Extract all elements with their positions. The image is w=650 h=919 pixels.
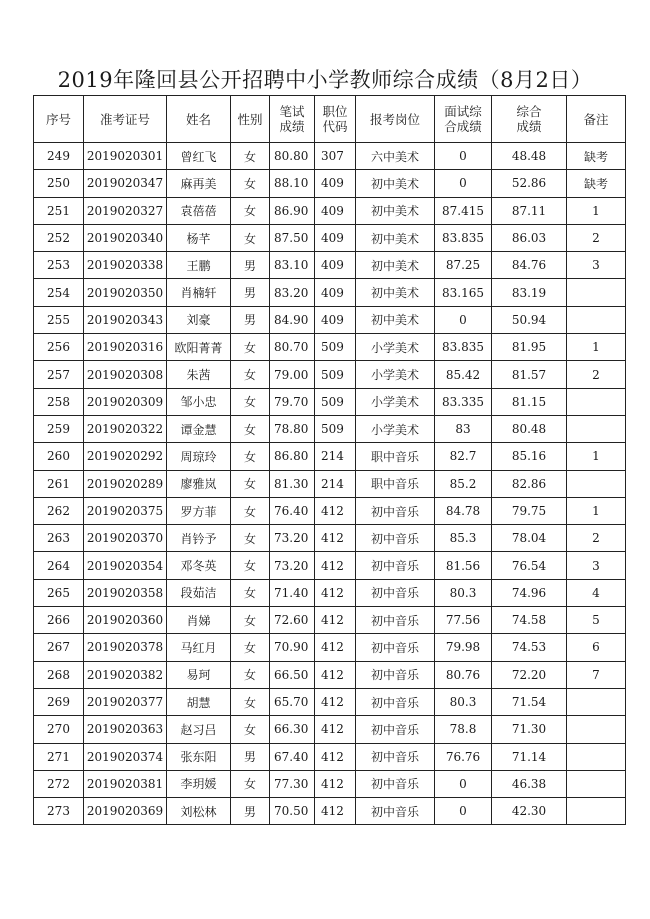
name-cell: 肖钤予 xyxy=(167,525,231,552)
gender-cell: 女 xyxy=(231,197,270,224)
table-row xyxy=(34,224,626,251)
seq-cell: 260 xyxy=(34,443,84,470)
written-score-cell: 88.10 xyxy=(270,170,315,197)
note-cell: 3 xyxy=(567,252,626,279)
gender-cell: 男 xyxy=(231,798,270,825)
interview-score-cell: 84.78 xyxy=(435,497,492,524)
gender-cell: 女 xyxy=(231,361,270,388)
position-code-cell: 412 xyxy=(315,525,356,552)
gender-cell: 女 xyxy=(231,415,270,442)
written-score-cell: 73.20 xyxy=(270,525,315,552)
exam-no-cell: 2019020381 xyxy=(84,770,167,797)
gender-cell: 女 xyxy=(231,224,270,251)
table-row xyxy=(34,661,626,688)
note-cell: 2 xyxy=(567,224,626,251)
gender-cell: 女 xyxy=(231,170,270,197)
position-cell: 初中音乐 xyxy=(356,579,435,606)
interview-score-cell: 0 xyxy=(435,143,492,170)
written-score-cell: 86.80 xyxy=(270,443,315,470)
header-interview-score: 面试综 合成绩 xyxy=(435,96,492,143)
table-row xyxy=(34,716,626,743)
interview-score-cell: 87.25 xyxy=(435,252,492,279)
note-cell: 2 xyxy=(567,361,626,388)
header-note: 备注 xyxy=(567,96,626,143)
position-cell: 初中音乐 xyxy=(356,552,435,579)
seq-cell: 267 xyxy=(34,634,84,661)
written-score-cell: 71.40 xyxy=(270,579,315,606)
exam-no-cell: 2019020289 xyxy=(84,470,167,497)
written-score-cell: 67.40 xyxy=(270,743,315,770)
gender-cell: 女 xyxy=(231,661,270,688)
interview-score-cell: 0 xyxy=(435,170,492,197)
interview-score-cell: 78.8 xyxy=(435,716,492,743)
total-score-cell: 46.38 xyxy=(492,770,567,797)
exam-no-cell: 2019020369 xyxy=(84,798,167,825)
position-cell: 初中音乐 xyxy=(356,634,435,661)
total-score-cell: 82.86 xyxy=(492,470,567,497)
name-cell: 王鹏 xyxy=(167,252,231,279)
position-cell: 初中美术 xyxy=(356,306,435,333)
header-seq: 序号 xyxy=(34,96,84,143)
table-row xyxy=(34,743,626,770)
note-cell xyxy=(567,688,626,715)
interview-score-cell: 81.56 xyxy=(435,552,492,579)
position-cell: 初中美术 xyxy=(356,197,435,224)
position-code-cell: 412 xyxy=(315,497,356,524)
interview-score-cell: 83.835 xyxy=(435,224,492,251)
position-code-cell: 509 xyxy=(315,334,356,361)
gender-cell: 女 xyxy=(231,497,270,524)
exam-no-cell: 2019020360 xyxy=(84,607,167,634)
total-score-cell: 87.11 xyxy=(492,197,567,224)
note-cell: 缺考 xyxy=(567,143,626,170)
position-code-cell: 409 xyxy=(315,252,356,279)
seq-cell: 272 xyxy=(34,770,84,797)
position-code-cell: 412 xyxy=(315,634,356,661)
interview-score-cell: 83.165 xyxy=(435,279,492,306)
position-code-cell: 412 xyxy=(315,661,356,688)
total-score-cell: 83.19 xyxy=(492,279,567,306)
scores-table xyxy=(33,95,626,825)
name-cell: 易珂 xyxy=(167,661,231,688)
interview-score-cell: 80.3 xyxy=(435,579,492,606)
note-cell: 1 xyxy=(567,334,626,361)
position-cell: 职中音乐 xyxy=(356,443,435,470)
name-cell: 罗方菲 xyxy=(167,497,231,524)
seq-cell: 271 xyxy=(34,743,84,770)
header-exam-no: 准考证号 xyxy=(84,96,167,143)
interview-score-cell: 87.415 xyxy=(435,197,492,224)
seq-cell: 250 xyxy=(34,170,84,197)
total-score-cell: 81.95 xyxy=(492,334,567,361)
position-cell: 初中美术 xyxy=(356,224,435,251)
total-score-cell: 85.16 xyxy=(492,443,567,470)
table-row xyxy=(34,688,626,715)
seq-cell: 263 xyxy=(34,525,84,552)
written-score-cell: 80.80 xyxy=(270,143,315,170)
position-cell: 初中美术 xyxy=(356,252,435,279)
exam-no-cell: 2019020370 xyxy=(84,525,167,552)
position-cell: 六中美术 xyxy=(356,143,435,170)
note-cell: 缺考 xyxy=(567,170,626,197)
position-code-cell: 412 xyxy=(315,579,356,606)
note-cell: 7 xyxy=(567,661,626,688)
written-score-cell: 70.50 xyxy=(270,798,315,825)
position-code-cell: 214 xyxy=(315,470,356,497)
table-row xyxy=(34,388,626,415)
position-code-cell: 409 xyxy=(315,197,356,224)
total-score-cell: 72.20 xyxy=(492,661,567,688)
written-score-cell: 65.70 xyxy=(270,688,315,715)
seq-cell: 265 xyxy=(34,579,84,606)
seq-cell: 252 xyxy=(34,224,84,251)
position-code-cell: 409 xyxy=(315,279,356,306)
gender-cell: 女 xyxy=(231,525,270,552)
position-code-cell: 509 xyxy=(315,361,356,388)
exam-no-cell: 2019020301 xyxy=(84,143,167,170)
note-cell xyxy=(567,716,626,743)
position-code-cell: 509 xyxy=(315,415,356,442)
position-cell: 初中音乐 xyxy=(356,798,435,825)
position-code-cell: 412 xyxy=(315,607,356,634)
seq-cell: 258 xyxy=(34,388,84,415)
exam-no-cell: 2019020308 xyxy=(84,361,167,388)
position-cell: 初中音乐 xyxy=(356,716,435,743)
written-score-cell: 87.50 xyxy=(270,224,315,251)
seq-cell: 273 xyxy=(34,798,84,825)
written-score-cell: 80.70 xyxy=(270,334,315,361)
table-row xyxy=(34,770,626,797)
interview-score-cell: 85.2 xyxy=(435,470,492,497)
table-row xyxy=(34,443,626,470)
position-code-cell: 409 xyxy=(315,224,356,251)
total-score-cell: 78.04 xyxy=(492,525,567,552)
total-score-cell: 81.15 xyxy=(492,388,567,415)
header-position: 报考岗位 xyxy=(356,96,435,143)
exam-no-cell: 2019020374 xyxy=(84,743,167,770)
exam-no-cell: 2019020292 xyxy=(84,443,167,470)
written-score-cell: 79.00 xyxy=(270,361,315,388)
position-code-cell: 412 xyxy=(315,743,356,770)
note-cell xyxy=(567,743,626,770)
name-cell: 邹小忠 xyxy=(167,388,231,415)
total-score-cell: 71.30 xyxy=(492,716,567,743)
position-cell: 小学美术 xyxy=(356,415,435,442)
name-cell: 袁蓓蓓 xyxy=(167,197,231,224)
exam-no-cell: 2019020378 xyxy=(84,634,167,661)
position-cell: 初中音乐 xyxy=(356,770,435,797)
exam-no-cell: 2019020338 xyxy=(84,252,167,279)
position-cell: 初中音乐 xyxy=(356,525,435,552)
gender-cell: 女 xyxy=(231,634,270,661)
seq-cell: 269 xyxy=(34,688,84,715)
position-cell: 初中美术 xyxy=(356,279,435,306)
name-cell: 马红月 xyxy=(167,634,231,661)
total-score-cell: 74.58 xyxy=(492,607,567,634)
gender-cell: 女 xyxy=(231,388,270,415)
interview-score-cell: 80.3 xyxy=(435,688,492,715)
total-score-cell: 52.86 xyxy=(492,170,567,197)
exam-no-cell: 2019020358 xyxy=(84,579,167,606)
name-cell: 赵习吕 xyxy=(167,716,231,743)
name-cell: 周琼玲 xyxy=(167,443,231,470)
written-score-cell: 81.30 xyxy=(270,470,315,497)
position-cell: 初中音乐 xyxy=(356,497,435,524)
gender-cell: 女 xyxy=(231,688,270,715)
written-score-cell: 84.90 xyxy=(270,306,315,333)
gender-cell: 女 xyxy=(231,770,270,797)
position-cell: 职中音乐 xyxy=(356,470,435,497)
header-position-code: 职位 代码 xyxy=(315,96,356,143)
position-cell: 小学美术 xyxy=(356,388,435,415)
total-score-cell: 71.14 xyxy=(492,743,567,770)
name-cell: 李玥媛 xyxy=(167,770,231,797)
note-cell: 4 xyxy=(567,579,626,606)
note-cell xyxy=(567,470,626,497)
name-cell: 段茹洁 xyxy=(167,579,231,606)
written-score-cell: 73.20 xyxy=(270,552,315,579)
interview-score-cell: 0 xyxy=(435,770,492,797)
position-cell: 初中音乐 xyxy=(356,661,435,688)
written-score-cell: 76.40 xyxy=(270,497,315,524)
exam-no-cell: 2019020343 xyxy=(84,306,167,333)
seq-cell: 254 xyxy=(34,279,84,306)
seq-cell: 261 xyxy=(34,470,84,497)
written-score-cell: 77.30 xyxy=(270,770,315,797)
gender-cell: 女 xyxy=(231,143,270,170)
header-written-score: 笔试 成绩 xyxy=(270,96,315,143)
interview-score-cell: 0 xyxy=(435,306,492,333)
name-cell: 胡慧 xyxy=(167,688,231,715)
header-name: 姓名 xyxy=(167,96,231,143)
note-cell: 6 xyxy=(567,634,626,661)
seq-cell: 270 xyxy=(34,716,84,743)
gender-cell: 男 xyxy=(231,743,270,770)
exam-no-cell: 2019020322 xyxy=(84,415,167,442)
table-row xyxy=(34,552,626,579)
written-score-cell: 78.80 xyxy=(270,415,315,442)
gender-cell: 男 xyxy=(231,279,270,306)
written-score-cell: 72.60 xyxy=(270,607,315,634)
position-cell: 初中音乐 xyxy=(356,743,435,770)
interview-score-cell: 83.835 xyxy=(435,334,492,361)
total-score-cell: 50.94 xyxy=(492,306,567,333)
header-row xyxy=(34,96,626,143)
seq-cell: 257 xyxy=(34,361,84,388)
total-score-cell: 80.48 xyxy=(492,415,567,442)
seq-cell: 255 xyxy=(34,306,84,333)
note-cell xyxy=(567,388,626,415)
exam-no-cell: 2019020350 xyxy=(84,279,167,306)
table-row xyxy=(34,525,626,552)
position-code-cell: 412 xyxy=(315,552,356,579)
name-cell: 欧阳菁菁 xyxy=(167,334,231,361)
seq-cell: 253 xyxy=(34,252,84,279)
total-score-cell: 71.54 xyxy=(492,688,567,715)
table-row xyxy=(34,607,626,634)
position-code-cell: 214 xyxy=(315,443,356,470)
interview-score-cell: 83.335 xyxy=(435,388,492,415)
note-cell: 1 xyxy=(567,497,626,524)
position-cell: 小学美术 xyxy=(356,361,435,388)
table-row xyxy=(34,579,626,606)
written-score-cell: 79.70 xyxy=(270,388,315,415)
position-code-cell: 412 xyxy=(315,688,356,715)
name-cell: 刘豪 xyxy=(167,306,231,333)
interview-score-cell: 79.98 xyxy=(435,634,492,661)
exam-no-cell: 2019020377 xyxy=(84,688,167,715)
note-cell xyxy=(567,415,626,442)
gender-cell: 女 xyxy=(231,334,270,361)
note-cell xyxy=(567,770,626,797)
table-row xyxy=(34,634,626,661)
total-score-cell: 81.57 xyxy=(492,361,567,388)
table-row xyxy=(34,306,626,333)
total-score-cell: 86.03 xyxy=(492,224,567,251)
table-body xyxy=(34,143,626,825)
exam-no-cell: 2019020375 xyxy=(84,497,167,524)
table-row xyxy=(34,497,626,524)
written-score-cell: 66.30 xyxy=(270,716,315,743)
interview-score-cell: 0 xyxy=(435,798,492,825)
table-row xyxy=(34,279,626,306)
note-cell: 1 xyxy=(567,197,626,224)
interview-score-cell: 80.76 xyxy=(435,661,492,688)
interview-score-cell: 83 xyxy=(435,415,492,442)
interview-score-cell: 77.56 xyxy=(435,607,492,634)
position-cell: 初中音乐 xyxy=(356,607,435,634)
seq-cell: 259 xyxy=(34,415,84,442)
table-row xyxy=(34,798,626,825)
name-cell: 朱茜 xyxy=(167,361,231,388)
name-cell: 谭金慧 xyxy=(167,415,231,442)
exam-no-cell: 2019020340 xyxy=(84,224,167,251)
table-row xyxy=(34,197,626,224)
gender-cell: 女 xyxy=(231,607,270,634)
position-cell: 初中音乐 xyxy=(356,688,435,715)
gender-cell: 女 xyxy=(231,470,270,497)
name-cell: 肖楠轩 xyxy=(167,279,231,306)
gender-cell: 女 xyxy=(231,443,270,470)
name-cell: 杨芊 xyxy=(167,224,231,251)
name-cell: 刘松林 xyxy=(167,798,231,825)
note-cell: 1 xyxy=(567,443,626,470)
seq-cell: 264 xyxy=(34,552,84,579)
note-cell xyxy=(567,306,626,333)
position-code-cell: 509 xyxy=(315,388,356,415)
total-score-cell: 76.54 xyxy=(492,552,567,579)
table-row xyxy=(34,143,626,170)
seq-cell: 251 xyxy=(34,197,84,224)
exam-no-cell: 2019020316 xyxy=(84,334,167,361)
interview-score-cell: 85.3 xyxy=(435,525,492,552)
total-score-cell: 48.48 xyxy=(492,143,567,170)
total-score-cell: 74.53 xyxy=(492,634,567,661)
gender-cell: 男 xyxy=(231,306,270,333)
header-gender: 性别 xyxy=(231,96,270,143)
gender-cell: 男 xyxy=(231,252,270,279)
position-code-cell: 307 xyxy=(315,143,356,170)
exam-no-cell: 2019020327 xyxy=(84,197,167,224)
exam-no-cell: 2019020363 xyxy=(84,716,167,743)
written-score-cell: 86.90 xyxy=(270,197,315,224)
interview-score-cell: 85.42 xyxy=(435,361,492,388)
interview-score-cell: 82.7 xyxy=(435,443,492,470)
position-cell: 小学美术 xyxy=(356,334,435,361)
table-row xyxy=(34,252,626,279)
position-cell: 初中美术 xyxy=(356,170,435,197)
position-code-cell: 412 xyxy=(315,770,356,797)
seq-cell: 262 xyxy=(34,497,84,524)
written-score-cell: 83.20 xyxy=(270,279,315,306)
exam-no-cell: 2019020354 xyxy=(84,552,167,579)
exam-no-cell: 2019020347 xyxy=(84,170,167,197)
note-cell: 5 xyxy=(567,607,626,634)
note-cell: 3 xyxy=(567,552,626,579)
exam-no-cell: 2019020309 xyxy=(84,388,167,415)
written-score-cell: 70.90 xyxy=(270,634,315,661)
header-total-score: 综合 成绩 xyxy=(492,96,567,143)
table-row xyxy=(34,470,626,497)
position-code-cell: 409 xyxy=(315,306,356,333)
gender-cell: 女 xyxy=(231,716,270,743)
table-row xyxy=(34,415,626,442)
name-cell: 麻再美 xyxy=(167,170,231,197)
gender-cell: 女 xyxy=(231,552,270,579)
seq-cell: 256 xyxy=(34,334,84,361)
seq-cell: 249 xyxy=(34,143,84,170)
total-score-cell: 79.75 xyxy=(492,497,567,524)
note-cell xyxy=(567,798,626,825)
seq-cell: 268 xyxy=(34,661,84,688)
position-code-cell: 412 xyxy=(315,716,356,743)
written-score-cell: 66.50 xyxy=(270,661,315,688)
name-cell: 张东阳 xyxy=(167,743,231,770)
note-cell: 2 xyxy=(567,525,626,552)
seq-cell: 266 xyxy=(34,607,84,634)
name-cell: 邓冬英 xyxy=(167,552,231,579)
position-code-cell: 412 xyxy=(315,798,356,825)
name-cell: 廖雅岚 xyxy=(167,470,231,497)
total-score-cell: 42.30 xyxy=(492,798,567,825)
written-score-cell: 83.10 xyxy=(270,252,315,279)
position-code-cell: 409 xyxy=(315,170,356,197)
note-cell xyxy=(567,279,626,306)
interview-score-cell: 76.76 xyxy=(435,743,492,770)
total-score-cell: 84.76 xyxy=(492,252,567,279)
gender-cell: 女 xyxy=(231,579,270,606)
name-cell: 曾红飞 xyxy=(167,143,231,170)
table-row xyxy=(34,170,626,197)
exam-no-cell: 2019020382 xyxy=(84,661,167,688)
table-row xyxy=(34,334,626,361)
total-score-cell: 74.96 xyxy=(492,579,567,606)
table-row xyxy=(34,361,626,388)
name-cell: 肖娣 xyxy=(167,607,231,634)
document-title: 2019年隆回县公开招聘中小学教师综合成绩（8月2日） xyxy=(57,68,593,92)
